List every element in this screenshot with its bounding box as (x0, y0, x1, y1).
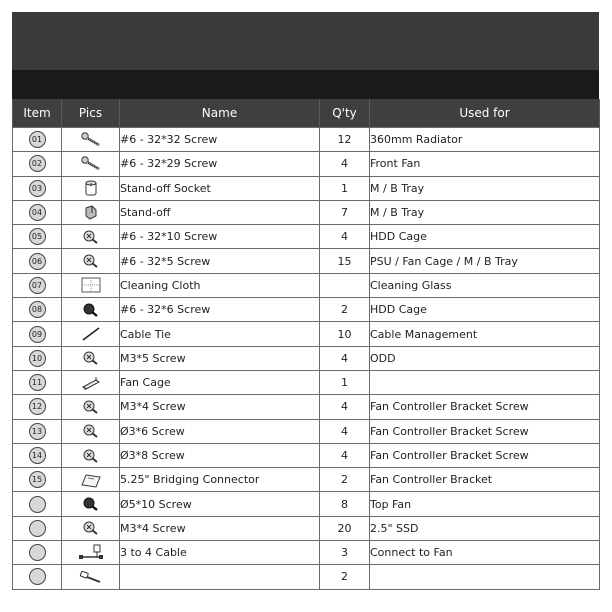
part-qty: 20 (320, 516, 370, 540)
item-cell (13, 468, 62, 492)
part-name: M3*4 Screw (120, 395, 320, 419)
item-cell (13, 225, 62, 249)
pic-cell (62, 419, 120, 443)
table-row (13, 322, 600, 346)
item-cell (13, 128, 62, 152)
item-number-badge: 08 (29, 301, 46, 318)
table-row (13, 370, 600, 394)
pic-cell (62, 395, 120, 419)
item-cell (13, 200, 62, 224)
item-cell (13, 273, 62, 297)
pic-cell (62, 443, 120, 467)
part-used-for: PSU / Fan Cage / M / B Tray (370, 249, 600, 273)
pic-cell (62, 152, 120, 176)
part-qty: 4 (320, 395, 370, 419)
part-qty: 7 (320, 200, 370, 224)
part-used-for: Cable Management (370, 322, 600, 346)
tool-icon (62, 569, 119, 585)
item-number-badge: 03 (29, 180, 46, 197)
screw-icon (62, 399, 119, 415)
black-screw-icon (62, 496, 119, 512)
bracket-icon (62, 472, 119, 488)
part-qty: 4 (320, 419, 370, 443)
pic-cell (62, 176, 120, 200)
table-row (13, 249, 600, 273)
pic-cell (62, 225, 120, 249)
part-used-for: ODD (370, 346, 600, 370)
item-number-badge: 09 (29, 326, 46, 343)
cable-tie-icon (62, 326, 119, 342)
item-number-badge: 13 (29, 423, 46, 440)
part-used-for: 2.5" SSD (370, 516, 600, 540)
table-row (13, 541, 600, 565)
item-cell (13, 443, 62, 467)
table-row (13, 492, 600, 516)
pic-cell (62, 468, 120, 492)
table-row (13, 443, 600, 467)
part-used-for: M / B Tray (370, 176, 600, 200)
screw-icon (62, 229, 119, 245)
pic-cell (62, 565, 120, 589)
cable-icon (62, 544, 119, 562)
black-screw-icon (62, 302, 119, 318)
header-used-for: Used for (370, 99, 600, 128)
pic-cell (62, 346, 120, 370)
part-name: Ø5*10 Screw (120, 492, 320, 516)
item-cell (13, 322, 62, 346)
part-qty (320, 273, 370, 297)
part-used-for: Top Fan (370, 492, 600, 516)
item-number-badge: 11 (29, 374, 46, 391)
table-row (13, 395, 600, 419)
table-row (13, 516, 600, 540)
part-qty: 2 (320, 468, 370, 492)
item-cell (13, 370, 62, 394)
header-pics: Pics (62, 99, 120, 128)
part-name: Ø3*6 Screw (120, 419, 320, 443)
part-qty: 1 (320, 370, 370, 394)
part-name: M3*4 Screw (120, 516, 320, 540)
pic-cell (62, 370, 120, 394)
item-cell (13, 249, 62, 273)
long-screw-icon (62, 156, 119, 172)
item-number-badge: 15 (29, 471, 46, 488)
parts-table (12, 99, 600, 590)
item-number-badge (29, 496, 46, 513)
item-number-badge: 02 (29, 155, 46, 172)
part-used-for: HDD Cage (370, 225, 600, 249)
item-cell (13, 565, 62, 589)
item-number-badge: 14 (29, 447, 46, 464)
item-cell (13, 541, 62, 565)
part-name: M3*5 Screw (120, 346, 320, 370)
item-cell (13, 298, 62, 322)
long-screw-icon (62, 132, 119, 148)
pic-cell (62, 200, 120, 224)
part-name: Ø3*8 Screw (120, 443, 320, 467)
part-used-for: 360mm Radiator (370, 128, 600, 152)
item-cell (13, 176, 62, 200)
table-row (13, 225, 600, 249)
item-number-badge (29, 568, 46, 585)
item-number-badge: 12 (29, 398, 46, 415)
item-number-badge: 01 (29, 131, 46, 148)
screw-icon (62, 448, 119, 464)
part-used-for: Fan Controller Bracket Screw (370, 443, 600, 467)
part-used-for: HDD Cage (370, 298, 600, 322)
part-name: 3 to 4 Cable (120, 541, 320, 565)
part-name: #6 - 32*5 Screw (120, 249, 320, 273)
part-name: #6 - 32*32 Screw (120, 128, 320, 152)
pic-cell (62, 298, 120, 322)
header-subbar (12, 70, 599, 99)
part-qty: 4 (320, 225, 370, 249)
part-name: Stand-off (120, 200, 320, 224)
part-qty: 4 (320, 152, 370, 176)
table-row (13, 200, 600, 224)
part-used-for: Front Fan (370, 152, 600, 176)
part-used-for (370, 565, 600, 589)
table-row (13, 128, 600, 152)
item-cell (13, 395, 62, 419)
header-qty: Q'ty (320, 99, 370, 128)
part-qty: 15 (320, 249, 370, 273)
header-item: Item (13, 99, 62, 128)
part-name (120, 565, 320, 589)
part-used-for: Fan Controller Bracket (370, 468, 600, 492)
pic-cell (62, 492, 120, 516)
pic-cell (62, 273, 120, 297)
screw-icon (62, 350, 119, 366)
table-row (13, 176, 600, 200)
item-number-badge: 06 (29, 253, 46, 270)
item-cell (13, 516, 62, 540)
part-name: 5.25" Bridging Connector (120, 468, 320, 492)
part-name: Fan Cage (120, 370, 320, 394)
table-row (13, 468, 600, 492)
part-name: Cleaning Cloth (120, 273, 320, 297)
part-name: Cable Tie (120, 322, 320, 346)
part-used-for: M / B Tray (370, 200, 600, 224)
header-bar (12, 12, 599, 70)
part-qty: 4 (320, 443, 370, 467)
pic-cell (62, 541, 120, 565)
item-number-badge: 07 (29, 277, 46, 294)
standoff-socket-icon (62, 179, 119, 197)
part-used-for: Connect to Fan (370, 541, 600, 565)
part-name: #6 - 32*10 Screw (120, 225, 320, 249)
part-qty: 2 (320, 565, 370, 589)
pic-cell (62, 322, 120, 346)
fan-cage-icon (62, 375, 119, 391)
screw-icon (62, 520, 119, 536)
part-qty: 10 (320, 322, 370, 346)
standoff-icon (62, 204, 119, 222)
part-qty: 1 (320, 176, 370, 200)
part-qty: 12 (320, 128, 370, 152)
part-used-for: Fan Controller Bracket Screw (370, 395, 600, 419)
item-number-badge: 10 (29, 350, 46, 367)
screw-icon (62, 253, 119, 269)
table-row (13, 273, 600, 297)
table-row (13, 565, 600, 589)
table-row (13, 419, 600, 443)
pic-cell (62, 128, 120, 152)
item-cell (13, 492, 62, 516)
item-number-badge (29, 544, 46, 561)
item-number-badge: 05 (29, 228, 46, 245)
part-used-for: Fan Controller Bracket Screw (370, 419, 600, 443)
part-used-for (370, 370, 600, 394)
item-cell (13, 346, 62, 370)
pic-cell (62, 516, 120, 540)
table-row (13, 298, 600, 322)
table-row (13, 152, 600, 176)
part-used-for: Cleaning Glass (370, 273, 600, 297)
item-cell (13, 419, 62, 443)
item-cell (13, 152, 62, 176)
part-qty: 4 (320, 346, 370, 370)
header-name: Name (120, 99, 320, 128)
part-qty: 3 (320, 541, 370, 565)
part-name: Stand-off Socket (120, 176, 320, 200)
part-name: #6 - 32*29 Screw (120, 152, 320, 176)
table-row (13, 346, 600, 370)
cloth-icon (62, 277, 119, 293)
item-number-badge (29, 520, 46, 537)
pic-cell (62, 249, 120, 273)
part-qty: 2 (320, 298, 370, 322)
item-number-badge: 04 (29, 204, 46, 221)
screw-icon (62, 423, 119, 439)
part-name: #6 - 32*6 Screw (120, 298, 320, 322)
part-qty: 8 (320, 492, 370, 516)
table-header-row (13, 99, 600, 128)
